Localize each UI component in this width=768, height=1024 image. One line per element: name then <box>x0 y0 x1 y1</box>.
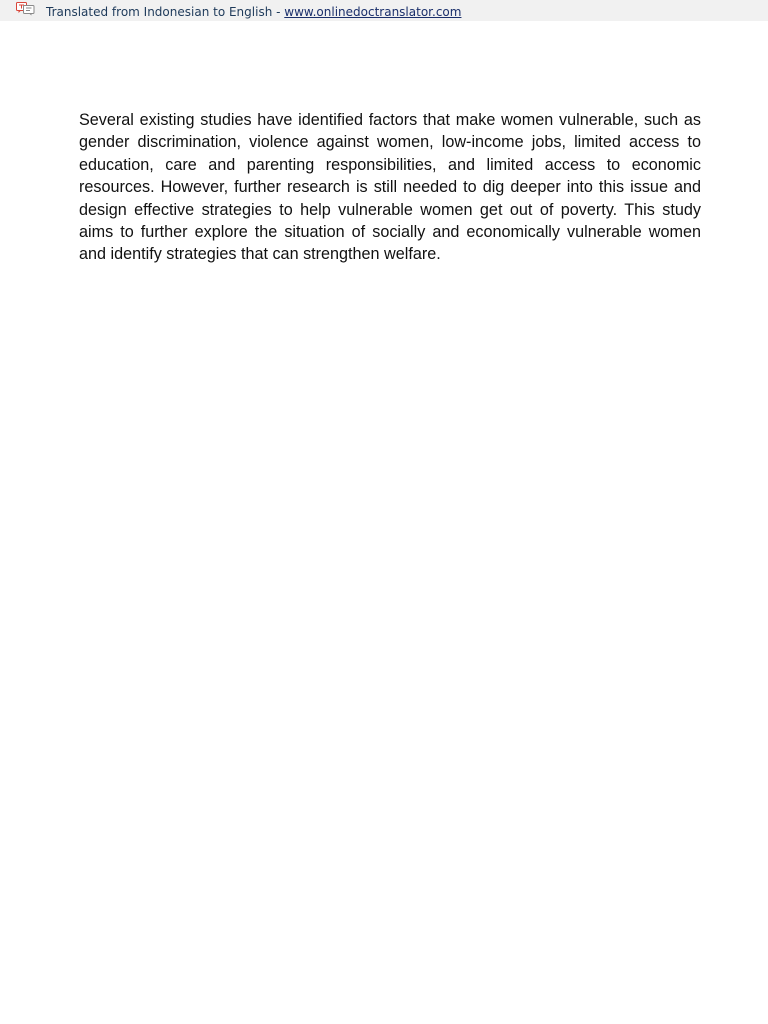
translator-notice-prefix: Translated from Indonesian to English - <box>46 5 285 19</box>
translator-logo-icon <box>16 2 35 16</box>
translator-notice <box>46 4 461 20</box>
translator-site-link[interactable]: www.onlinedoctranslator.com <box>284 5 462 19</box>
body-paragraph: Several existing studies have identified factors that make women vulnerable, such as gender discrimination, violence against women, low-income jobs, limited access to education, care and parenting responsibilities, and limited access to economic resources. However, further research is still needed to dig deeper into this issue and design effective strategies to help vulnerable women get out of poverty. This study aims to further explore the situation of socially and economically vulnerable women and identify strategies that can strengthen welfare. <box>79 111 701 264</box>
translator-bar <box>0 0 768 21</box>
